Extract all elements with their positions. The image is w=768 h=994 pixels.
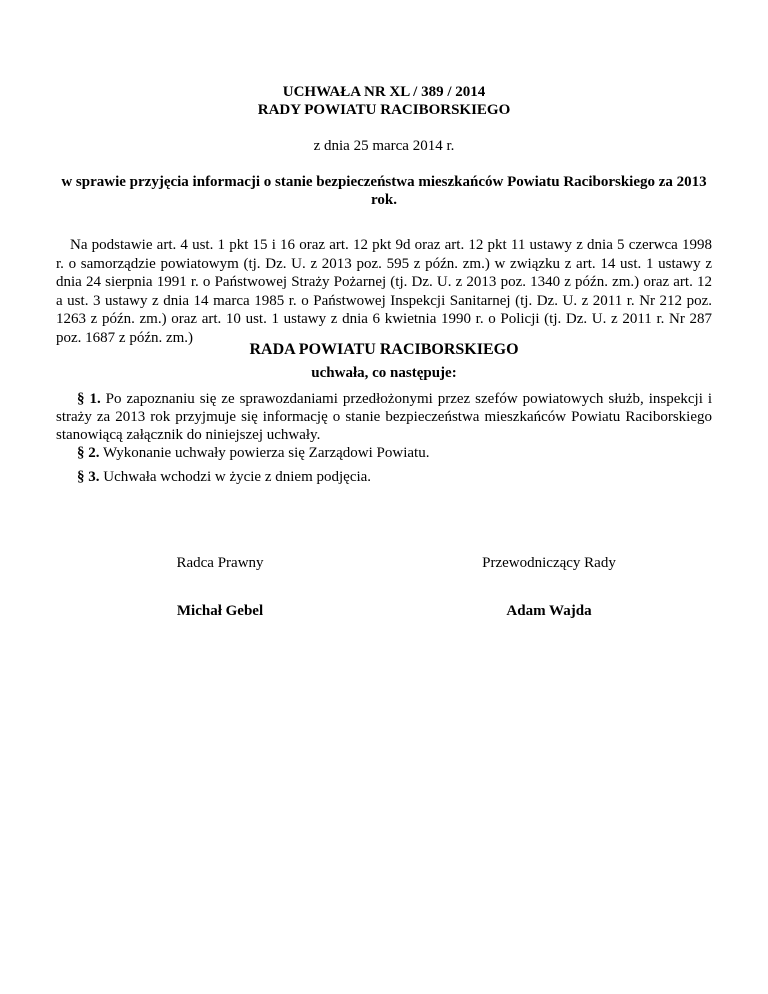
section-2-number: § 2. [77,445,100,461]
resolves-clause: uchwała, co następuje: [311,365,457,381]
resolution-number: UCHWAŁA NR XL / 389 / 2014 [282,84,486,100]
signature-left-name: Michał Gebel [176,603,264,619]
council-name: RADA POWIATU RACIBORSKIEGO [249,341,519,358]
section-3-text: Uchwała wchodzi w życie z dniem podjęcia. [99,469,372,485]
signature-right-role: Przewodniczący Rady [482,555,616,571]
legal-basis: Na podstawie art. 4 ust. 1 pkt 15 i 16 oraz art. 12 pkt 9d oraz art. 12 pkt 11 ustawy z dnia 5 czerwca 1998 r. o samorządzie powiatowym (tj. Dz. U. z 2013 poz. 595 z późn. zm.) w związku z art. 14 ust. 1 ustawy z dnia 24 sierpnia 1991 r. o Państwowej Straży Pożarnej (tj. Dz. U. z 2013 poz. 1340 z późn. zm.) oraz art. 12 a ust. 3 ustawy z dnia 14 marca 1985 r. o Państwowej Inspekcji Sanitarnej (tj. Dz. U. z 2011 r. Nr 212 poz. 1263 z późn. zm.) oraz art. 10 ust. 1 ustawy z dnia 6 kwietnia 1990 r. o Policji (tj. Dz. U. z 2011 r. Nr 287 poz. 1687 z późn. zm.) [56,237,712,346]
section-1 [56,390,712,444]
section-1-number: § 1. [77,391,101,407]
section-2-text: Wykonanie uchwały powierza się Zarządowi Powiatu. [99,445,430,461]
signature-left-role: Radca Prawny [176,555,264,571]
section-2 [56,444,712,462]
council-title: RADY POWIATU RACIBORSKIEGO [257,102,511,118]
resolution-subject: w sprawie przyjęcia informacji o stanie bezpieczeństwa mieszkańców Powiatu Raciborskiego za 2013 rok. [61,174,707,208]
section-3 [56,468,712,486]
signature-right-name: Adam Wajda [506,603,592,619]
section-1-text: Po zapoznaniu się ze sprawozdaniami przedłożonymi przez szefów powiatowych służb, inspekcji i straży za 2013 rok przyjmuje się informację o stanie bezpieczeństwa mieszkańców Powiatu Raciborskiego stanowiącą załącznik do niniejszej uchwały. [56,391,712,443]
section-3-number: § 3. [77,469,100,485]
resolution-date: z dnia 25 marca 2014 r. [313,138,455,154]
